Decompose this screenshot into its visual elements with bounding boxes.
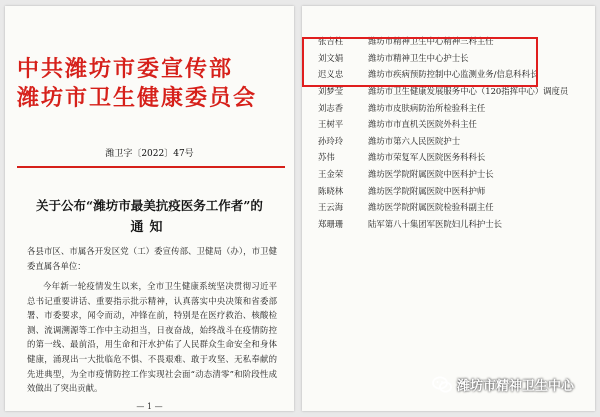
honoree-title: 潍坊医学院附属医院中医科护师 xyxy=(368,185,486,196)
header-issuer-2: 潍坊市卫生健康委员会 xyxy=(17,85,258,111)
document-title: 关于公布“潍坊市最美抗疫医务工作者”的 xyxy=(36,198,263,213)
list-item xyxy=(310,166,592,183)
watermark-text: 潍坊市精神卫生中心 xyxy=(457,379,575,394)
honoree-title: 潍坊医学院附属医院检验科副主任 xyxy=(368,202,494,213)
page-number: — 1 — xyxy=(136,402,163,411)
addressee: 各县市区、市属各开发区党（工）委宣传部、卫健局（办），市卫健委直属各单位： xyxy=(27,246,277,271)
watermark xyxy=(432,375,574,394)
honoree-name: 刘梦莹 xyxy=(318,86,344,97)
honoree-name: 迟义忠 xyxy=(318,69,344,80)
honoree-name: 刘志香 xyxy=(318,102,344,113)
honoree-name: 孙玲玲 xyxy=(318,135,344,146)
list-item xyxy=(310,133,592,150)
list-item xyxy=(310,116,592,133)
honoree-title: 陆军第八十集团军医院妇儿科护士长 xyxy=(368,218,502,229)
honoree-title: 潍坊市卫生健康发展服务中心（120指挥中心）调度员 xyxy=(368,86,569,97)
notice-first-page xyxy=(5,6,294,411)
document-title-notice: 通知 xyxy=(130,220,169,235)
list-item xyxy=(310,99,592,116)
red-divider xyxy=(17,166,285,168)
honoree-name: 郑珊珊 xyxy=(318,218,344,229)
honoree-name: 陈晓林 xyxy=(318,185,344,196)
honoree-title: 潍坊市疾病预防控制中心监测业务/信息科科长 xyxy=(368,69,539,80)
document-number: 潍卫字〔2022〕47号 xyxy=(105,149,194,159)
honoree-title: 潍坊市精神卫生中心精神三科主任 xyxy=(368,36,494,47)
wechat-official-account-icon xyxy=(432,376,452,394)
honoree-title: 潍坊市第六人民医院护士 xyxy=(368,135,461,146)
list-item xyxy=(310,216,592,233)
honoree-name: 苏伟 xyxy=(318,152,335,163)
body-paragraph: 今年新一轮疫情发生以来，全市卫生健康系统坚决贯彻习近平总书记重要讲话、重要指示批示精神，认真落实中央决策和省委部署、市委要求，闻令而动，冲锋在前，特别是在医疗救治、核酸检测、流调溯源等工作中主动担当，日夜奋战，始终战斗在疫情防控的第一线、最前沿，用生命和汗水护佑了人民群众生命安全和身体健康，涌现出一大批临危不惧、不畏艰难、敢于攻坚、无私奉献的先进典型，为全市疫情防控工作实现社会面“动态清零”和阶段性成效做出了突出贡献。 xyxy=(27,281,277,394)
list-item xyxy=(310,149,592,166)
list-item xyxy=(310,182,592,199)
honoree-title: 潍坊市市直机关医院外科主任 xyxy=(368,119,477,130)
header-issuer-1: 中共潍坊市委宣传部 xyxy=(17,56,234,82)
honoree-name: 王金荣 xyxy=(318,169,344,180)
honoree-name: 张吉柱 xyxy=(318,36,344,47)
honoree-title: 潍坊市荣复军人医院医务科科长 xyxy=(368,152,486,163)
honoree-title: 潍坊市精神卫生中心护士长 xyxy=(368,52,469,63)
highlight-box xyxy=(302,37,538,87)
honoree-title: 潍坊市皮肤病防治所检验科主任 xyxy=(368,102,486,113)
honoree-title: 潍坊医学院附属医院中医科护士长 xyxy=(368,169,494,180)
honoree-name: 王树平 xyxy=(318,119,344,130)
honoree-name: 王云海 xyxy=(318,202,344,213)
honoree-name: 刘文娟 xyxy=(318,52,344,63)
list-item xyxy=(310,199,592,216)
